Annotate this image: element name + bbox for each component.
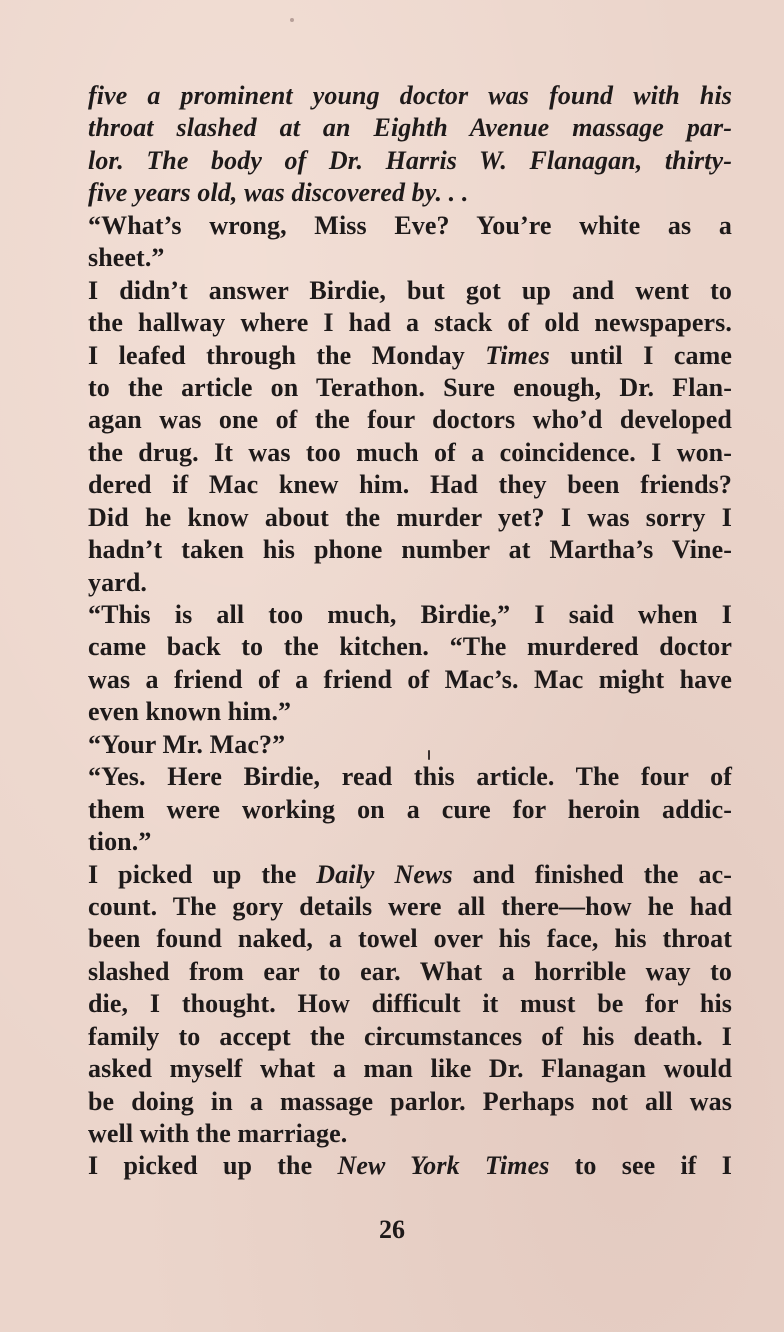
text-line: came back to the kitchen. “The murdered doctor (88, 632, 732, 662)
paper-speck (428, 750, 430, 760)
text-line: five years old, was discovered by. . . (88, 178, 469, 208)
text-line: dered if Mac knew him. Had they been friends? (88, 470, 732, 500)
text-line: I picked up the New York Times to see if I (88, 1151, 732, 1181)
page-number: 26 (379, 1215, 405, 1244)
text-line: “Your Mr. Mac?” (88, 729, 286, 759)
text-line: agan was one of the four doctors who’d developed (88, 405, 732, 435)
text-line: yard. (88, 567, 147, 597)
text-line: Did he know about the murder yet? I was sorry I (88, 502, 732, 532)
text-line: well with the marriage. (88, 1119, 348, 1148)
text-line: die, I thought. How difficult it must be for his (88, 989, 732, 1019)
text-line: count. The gory details were all there—how he had (88, 891, 732, 921)
text-line: I didn’t answer Birdie, but got up and went to (88, 275, 732, 305)
text-line: sheet.” (88, 243, 165, 273)
text-line: family to accept the circumstances of his death. I (88, 1021, 732, 1051)
text-line: I leafed through the Monday Times until I came (88, 340, 732, 370)
text-line: “What’s wrong, Miss Eve? You’re white as a (88, 210, 732, 240)
text-line: was a friend of a friend of Mac’s. Mac might have (88, 664, 732, 694)
paper-speck (290, 18, 294, 22)
text-line: been found naked, a towel over his face, his throat (88, 924, 732, 954)
text-line: them were working on a cure for heroin addic- (88, 794, 732, 824)
text-line: slashed from ear to ear. What a horrible way to (88, 956, 732, 986)
text-line: asked myself what a man like Dr. Flanagan would (88, 1054, 732, 1084)
text-line: I picked up the Daily News and finished the ac- (88, 859, 732, 889)
text-line: “Yes. Here Birdie, read this article. The four of (88, 762, 732, 792)
text-line: lor. The body of Dr. Harris W. Flanagan, thirty- (88, 145, 732, 175)
text-line: be doing in a massage parlor. Perhaps not all was (88, 1086, 732, 1116)
text-line: the drug. It was too much of a coincidence. I won- (88, 437, 732, 467)
text-line: hadn’t taken his phone number at Martha’s Vine- (88, 535, 732, 565)
text-line: the hallway where I had a stack of old newspapers. (88, 308, 732, 338)
text-line: to the article on Terathon. Sure enough, Dr. Flan- (88, 372, 732, 402)
text-line: tion.” (88, 827, 152, 857)
text-line: five a prominent young doctor was found with his (88, 81, 732, 110)
text-line: even known him.” (88, 697, 292, 727)
text-line: throat slashed at an Eighth Avenue massage par- (88, 113, 732, 143)
text-line: “This is all too much, Birdie,” I said when I (88, 600, 732, 629)
book-page-text (88, 80, 732, 1183)
